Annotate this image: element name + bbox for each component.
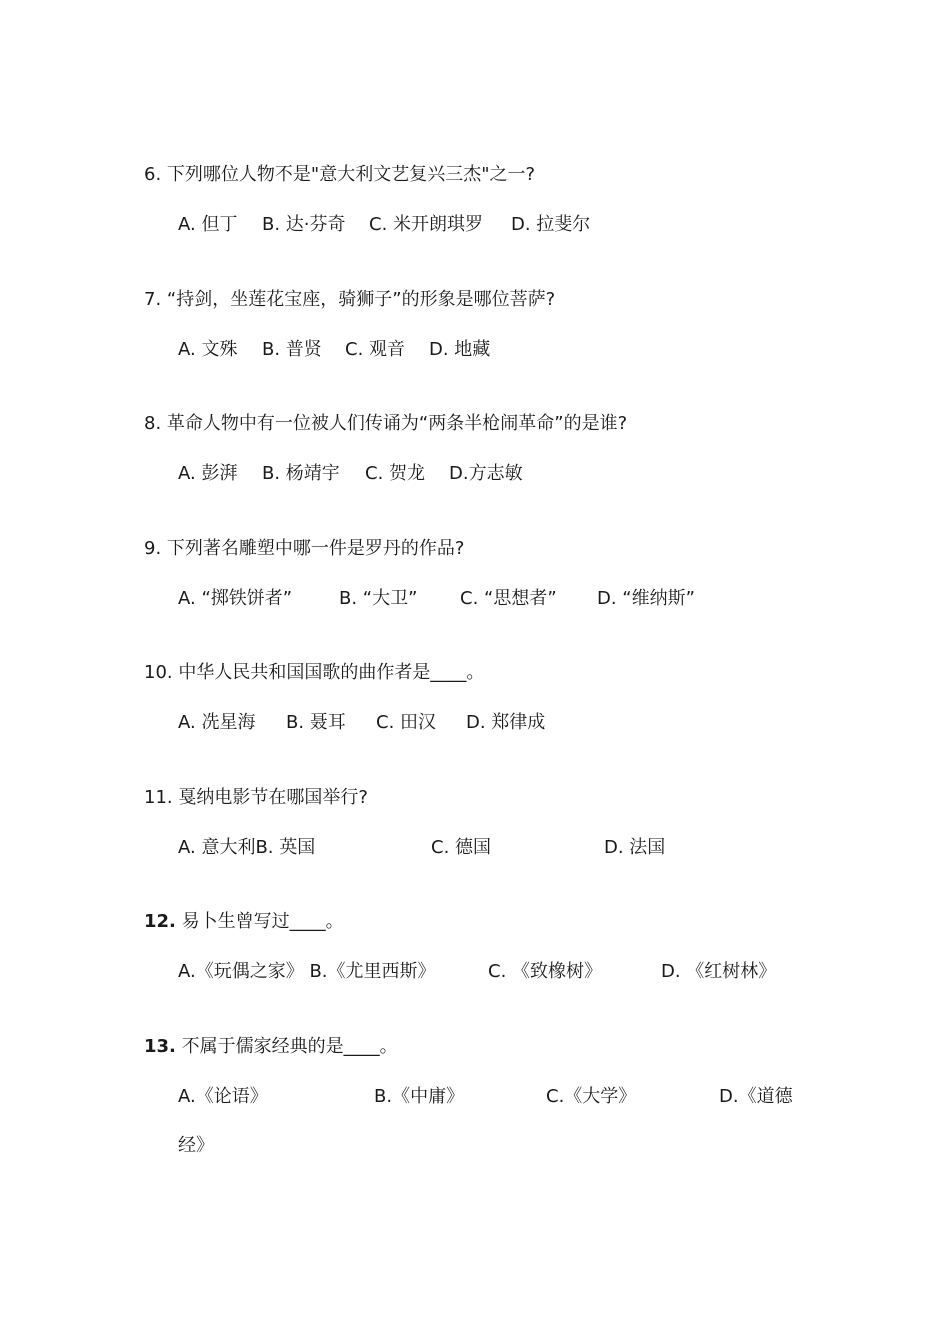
option-a: A. 但丁 <box>178 214 238 235</box>
option-a: A. 彭湃 <box>178 463 238 484</box>
option-b: B. 聂耳 <box>286 712 346 733</box>
option-ab: A. 意大利B. 英国 <box>178 837 316 858</box>
option-a: A. “掷铁饼者” <box>178 588 293 609</box>
question-text: 下列哪位人物不是"意大利文艺复兴三杰"之一? <box>166 164 536 185</box>
question-number: 12. <box>144 911 176 932</box>
option-d: D. “维纳斯” <box>597 588 695 609</box>
option-d: D. 郑律成 <box>466 712 546 733</box>
question-number: 13. <box>144 1036 176 1057</box>
question-10 <box>144 660 484 686</box>
option-c: C. 观音 <box>345 339 406 360</box>
question-text: 革命人物中有一位被人们传诵为“两条半枪闹革命”的是谁? <box>166 413 628 434</box>
option-d-wrap: 经》 <box>178 1135 214 1156</box>
question-number: 6. <box>144 164 162 185</box>
option-c: C.《大学》 <box>546 1086 637 1107</box>
question-number: 9. <box>144 538 162 559</box>
option-c: C. 米开朗琪罗 <box>369 214 484 235</box>
question-text: 不属于儒家经典的是____。 <box>181 1036 398 1057</box>
option-c: C. 德国 <box>431 837 492 858</box>
option-d: D. 拉斐尔 <box>511 214 591 235</box>
option-c: C. “思想者” <box>460 588 557 609</box>
option-d: D. 地藏 <box>429 339 491 360</box>
question-number: 11. <box>144 787 173 808</box>
option-d-continuation <box>178 1133 214 1159</box>
question-11 <box>144 785 368 811</box>
question-number: 7. <box>144 289 162 310</box>
option-b: B. “大卫” <box>339 588 418 609</box>
option-b: B.《中庸》 <box>374 1086 465 1107</box>
option-b: B. 达·芬奇 <box>262 214 346 235</box>
question-text: 易卜生曾写过____。 <box>181 911 344 932</box>
option-c: C. 田汉 <box>376 712 437 733</box>
option-d: D.方志敏 <box>449 463 523 484</box>
option-b: B. 杨靖宇 <box>262 463 340 484</box>
option-d: D. 法国 <box>604 837 666 858</box>
option-d: D.《道德 <box>719 1086 793 1107</box>
question-8 <box>144 411 627 437</box>
question-text: 下列著名雕塑中哪一件是罗丹的作品? <box>166 538 465 559</box>
option-d: D. 《红树林》 <box>661 961 777 982</box>
option-a: A.《论语》 <box>178 1086 268 1107</box>
option-a: A. 冼星海 <box>178 712 256 733</box>
question-6 <box>144 162 535 188</box>
question-text: 中华人民共和国国歌的曲作者是____。 <box>178 662 485 683</box>
question-7 <box>144 287 555 313</box>
option-ab: A.《玩偶之家》 B.《尤里西斯》 <box>178 961 436 982</box>
option-c: C. 贺龙 <box>365 463 426 484</box>
question-number: 10. <box>144 662 173 683</box>
question-text: “持剑，坐莲花宝座，骑狮子”的形象是哪位菩萨? <box>166 289 556 310</box>
question-12 <box>144 909 344 935</box>
option-b: B. 普贤 <box>262 339 322 360</box>
option-c: C. 《致橡树》 <box>488 961 603 982</box>
question-13 <box>144 1034 398 1060</box>
question-text: 戛纳电影节在哪国举行? <box>178 787 368 808</box>
option-a: A. 文殊 <box>178 339 238 360</box>
question-9 <box>144 536 464 562</box>
question-number: 8. <box>144 413 162 434</box>
